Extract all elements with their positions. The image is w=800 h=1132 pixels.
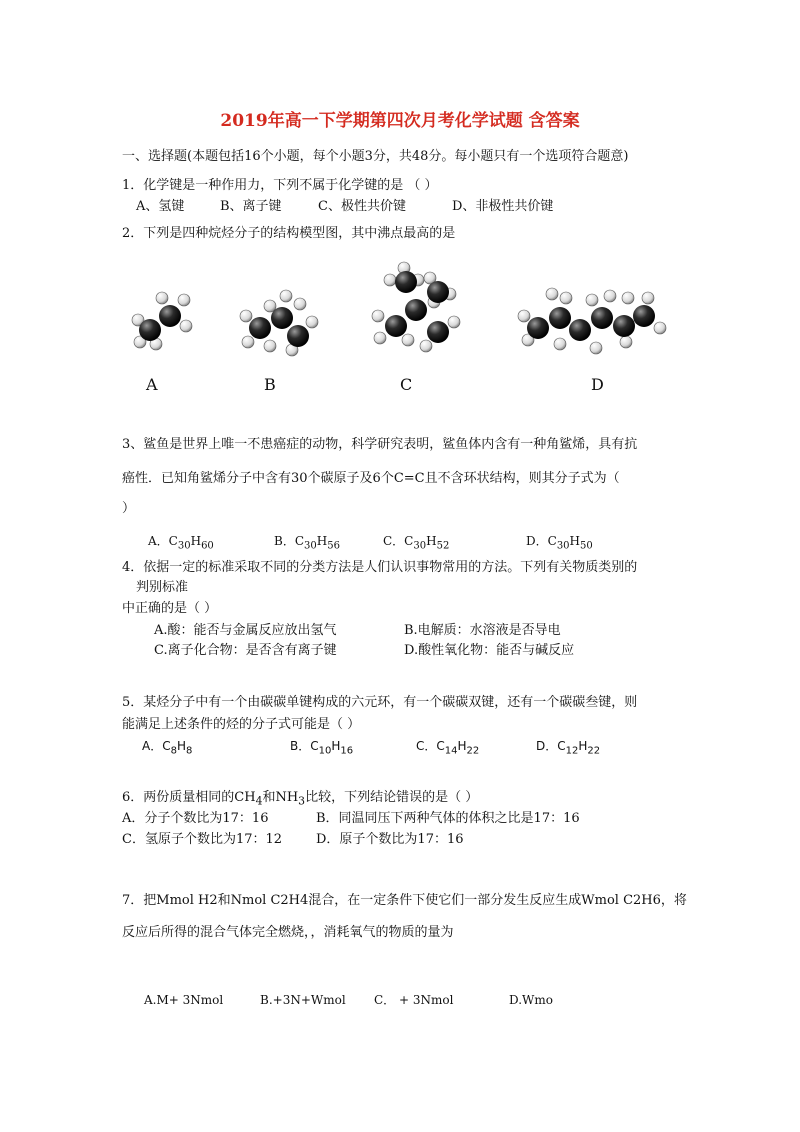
question-4-line-1: 4．依据一定的标准采取不同的分类方法是人们认识事物常用的方法。下列有关物质类别的	[122, 560, 638, 575]
question-2-stem: 2．下列是四种烷烃分子的结构模型图，其中沸点最高的是	[122, 226, 456, 241]
question-7-line-2: 反应后所得的混合气体完全燃烧，，消耗氧气的物质的量为	[122, 925, 454, 940]
q4-option-a: A.酸：能否与金属反应放出氢气	[154, 623, 337, 638]
q5-option-a: A．$C_8H_8$	[142, 739, 193, 757]
molecule-a-ethane	[132, 292, 192, 350]
molecule-b-propane	[240, 290, 318, 356]
q3-option-c: C．$C_{30}H_{52}$	[383, 534, 450, 552]
q1-option-b: B、离子键	[220, 199, 282, 214]
q3-option-b: B．$C_{30}H_{56}$	[274, 534, 340, 552]
q7-option-a: A.M+ 3Nmol	[144, 993, 224, 1007]
q7-option-c: C． + 3Nmol	[374, 993, 454, 1007]
question-5-line-2: 能满足上述条件的烃的分子式可能是（ ）	[122, 717, 361, 732]
q5-option-c: C．$C_{14}H_{22}$	[416, 739, 480, 757]
q5-option-b: B．$C_{10}H_{16}$	[290, 739, 354, 757]
question-3-line-1: 3、鲨鱼是世界上唯一不患癌症的动物，科学研究表明，鲨鱼体内含有一种角鲨烯，具有抗	[122, 437, 638, 452]
q5-option-d: D．$C_{12}H_{22}$	[536, 739, 601, 757]
q1-option-a: A、氢键	[136, 199, 185, 214]
q1-option-d: D、非极性共价键	[452, 199, 554, 214]
question-3-line-2: 癌性．已知角鲨烯分子中含有30个碳原子及6个C=C且不含环状结构，则其分子式为（	[122, 471, 620, 486]
q7-option-b: B.+3N+Wmol	[260, 993, 346, 1007]
alkane-models-figure	[120, 258, 680, 368]
molecule-c-isobutane	[372, 262, 460, 352]
q4-option-d: D.酸性氧化物：能否与碱反应	[404, 643, 575, 658]
q6-option-b: B．同温同压下两种气体的体积之比是17：16	[316, 811, 580, 826]
question-4-line-3: 中正确的是（ ）	[122, 601, 218, 616]
question-5-line-1: 5．某烃分子中有一个由碳碳单键构成的六元环，有一个碳碳双键，还有一个碳碳叁键，则	[122, 695, 638, 710]
model-label-b: B	[264, 375, 276, 394]
question-7-line-1: 7．把Mmol H2和Nmol C2H4混合，在一定条件下使它们一部分发生反应生成Wmol C2H6，将	[122, 893, 687, 908]
question-4-line-2: 判别标准	[136, 580, 189, 595]
q3-option-a: A．$C_{30}H_{60}$	[148, 534, 214, 552]
question-1-stem: 1．化学键是一种作用力，下列不属于化学键的是 （ ）	[122, 178, 438, 193]
q4-option-b: B.电解质：水溶液是否导电	[404, 623, 561, 638]
question-6-stem: 6．两份质量相同的$CH_4$和$NH_3$比较，下列结论错误的是（ ）	[122, 790, 479, 808]
q7-option-d: D.Wmo	[509, 993, 553, 1007]
q6-option-d: D．原子个数比为17：16	[316, 832, 464, 847]
question-3-line-3: ）	[122, 501, 136, 516]
model-label-a: A	[146, 375, 158, 394]
q3-option-d: D．$C_{30}H_{50}$	[526, 534, 593, 552]
model-label-d: D	[591, 375, 604, 394]
page-title: 2019年高一下学期第四次月考化学试题 含答案	[220, 111, 580, 131]
model-label-c: C	[400, 375, 413, 394]
section-heading: 一、选择题(本题包括16个小题，每个小题3分，共48分。每小题只有一个选项符合题意)	[122, 149, 629, 164]
q6-option-c: C．氢原子个数比为17：12	[122, 832, 283, 847]
molecule-d-pentane	[518, 288, 666, 354]
q6-option-a: A．分子个数比为17：16	[122, 811, 269, 826]
q4-option-c: C.离子化合物：是否含有离子键	[154, 643, 337, 658]
q1-option-c: C、极性共价键	[318, 199, 406, 214]
